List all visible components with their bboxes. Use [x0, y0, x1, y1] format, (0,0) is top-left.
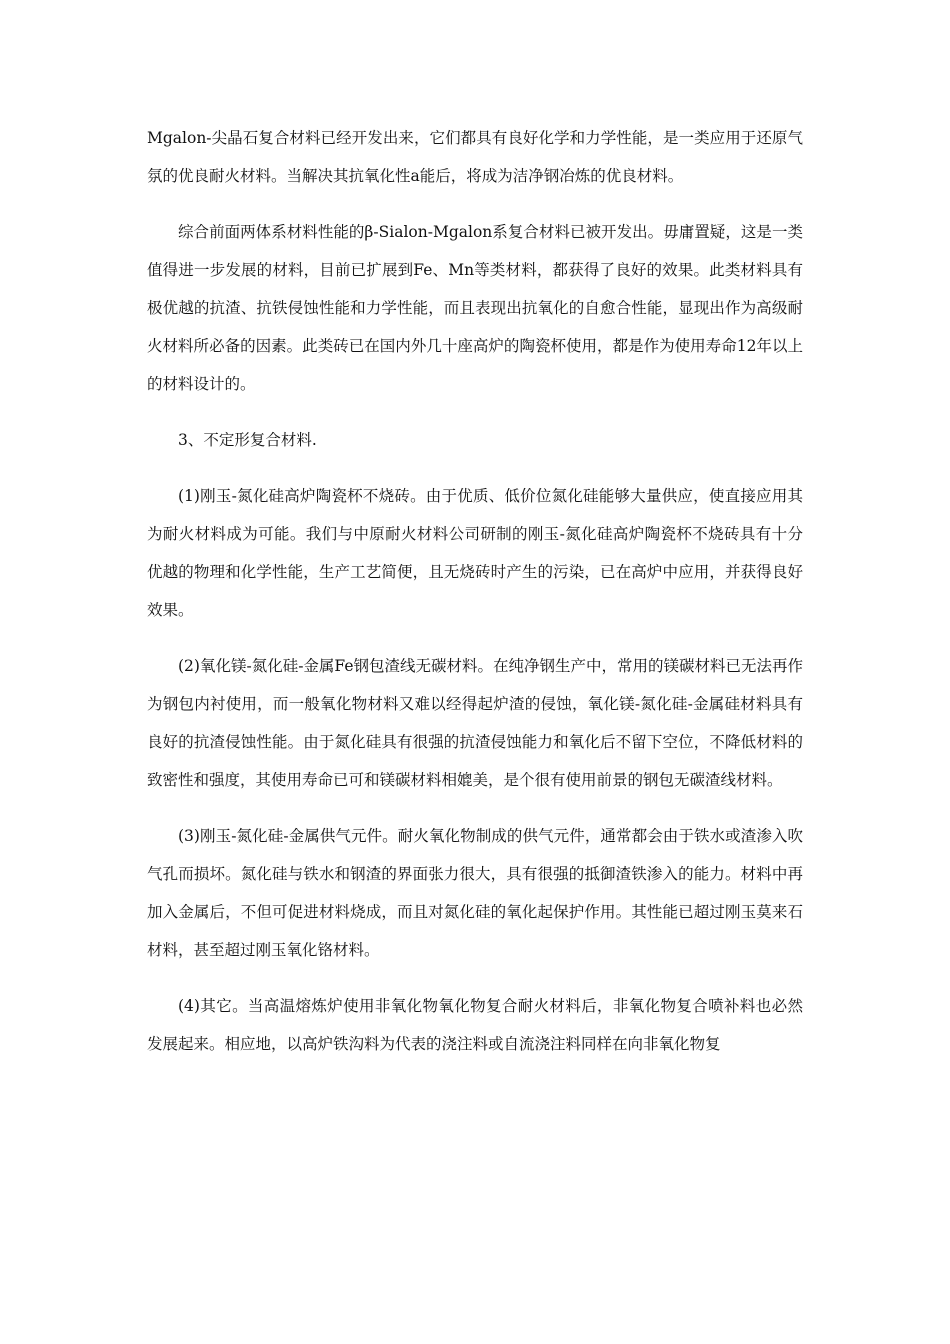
paragraph-item-1: (1)刚玉-氮化硅高炉陶瓷杯不烧砖。由于优质、低价位氮化硅能够大量供应，使直接应用其为耐火材料成为可能。我们与中原耐火材料公司研制的刚玉-氮化硅高炉陶瓷杯不烧砖具有十分优越的物理和化学性能，生产工艺简便，且无烧砖时产生的污染，已在高炉中应用，并获得良好效果。 [147, 487, 803, 619]
document-body [147, 119, 803, 1081]
paragraph-item-2: (2)氧化镁-氮化硅-金属Fe钢包渣线无碳材料。在纯净钢生产中，常用的镁碳材料已无法再作为钢包内衬使用，而一般氧化物材料又难以经得起炉渣的侵蚀，氧化镁-氮化硅-金属硅材料具有良好的抗渣侵蚀性能。由于氮化硅具有很强的抗渣侵蚀能力和氧化后不留下空位，不降低材料的致密性和强度，其使用寿命已可和镁碳材料相媲美，是个很有使用前景的钢包无碳渣线材料。 [147, 657, 804, 789]
paragraph-sialon-mgalon: 综合前面两体系材料性能的β-Sialon-Mgalon系复合材料已被开发出。毋庸置疑，这是一类值得进一步发展的材料，目前已扩展到Fe、Mn等类材料，都获得了良好的效果。此类材料具有极优越的抗渣、抗铁侵蚀性能和力学性能，而且表现出抗氧化的自愈合性能，显现出作为高级耐火材料所必备的因素。此类砖已在国内外几十座高炉的陶瓷杯使用，都是作为使用寿命12年以上的材料设计的。 [147, 223, 803, 393]
section-heading-unshaped-composites: 3、不定形复合材料. [178, 431, 317, 449]
paragraph-continuation: Mgalon-尖晶石复合材料已经开发出来，它们都具有良好化学和力学性能，是一类应用于还原气氛的优良耐火材料。当解决其抗氧化性a能后，将成为洁净钢冶炼的优良材料。 [147, 129, 803, 185]
paragraph-item-3: (3)刚玉-氮化硅-金属供气元件。耐火氧化物制成的供气元件，通常都会由于铁水或渣渗入吹气孔而损坏。氮化硅与铁水和钢渣的界面张力很大，具有很强的抵御渣铁渗入的能力。材料中再加入金属后，不但可促进材料烧成，而且对氮化硅的氧化起保护作用。其性能已超过刚玉莫来石材料，甚至超过刚玉氧化铬材料。 [147, 827, 803, 959]
paragraph-item-4: (4)其它。当高温熔炼炉使用非氧化物氧化物复合耐火材料后，非氧化物复合喷补料也必然发展起来。相应地，以高炉铁沟料为代表的浇注料或自流浇注料同样在向非氧化物复 [147, 997, 803, 1053]
